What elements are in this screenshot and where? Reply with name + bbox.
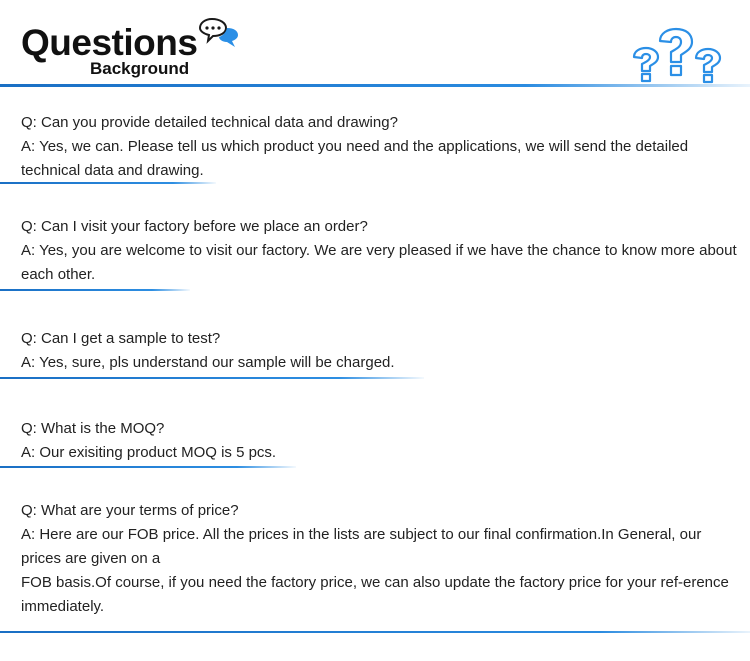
- faq-answer: A: Yes, you are welcome to visit our factory. We are very pleased if we have the chance to know more about each other.: [21, 242, 737, 283]
- speech-bubbles-icon: [198, 16, 240, 50]
- header-divider: [0, 84, 750, 87]
- footer-divider: [0, 631, 750, 633]
- question-marks-icon: [630, 27, 726, 89]
- faq-item-5: [21, 499, 741, 619]
- faq-item-3: [21, 327, 741, 375]
- faq-item-2: [21, 215, 741, 287]
- faq-divider: [0, 466, 296, 468]
- faq-item-1: [21, 111, 741, 183]
- header: [0, 0, 750, 92]
- faq-question: Q: What is the MOQ?: [21, 420, 165, 437]
- faq-answer: A: Yes, we can. Please tell us which product you need and the applications, we will send the detailed technical data and drawing.: [21, 138, 689, 179]
- faq-question: Q: Can you provide detailed technical data and drawing?: [21, 114, 398, 131]
- faq-question: Q: Can I visit your factory before we place an order?: [21, 218, 368, 235]
- faq-question: Q: Can I get a sample to test?: [21, 330, 221, 347]
- faq-divider: [0, 377, 424, 379]
- faq-divider: [0, 182, 216, 184]
- faq-answer-continued: FOB basis.Of course, if you need the factory price, we can also update the factory price for your ref-erence immediately.: [21, 574, 729, 615]
- faq-item-4: [21, 417, 741, 465]
- faq-divider: [0, 289, 190, 291]
- page-subtitle: Background: [90, 59, 190, 78]
- page-title: Questions: [21, 22, 198, 63]
- faq-answer: A: Yes, sure, pls understand our sample will be charged.: [21, 354, 395, 371]
- faq-question: Q: What are your terms of price?: [21, 502, 239, 519]
- faq-answer: A: Here are our FOB price. All the prices in the lists are subject to our final confirmation.In General, our prices are given on a: [21, 526, 702, 567]
- faq-answer: A: Our exisiting product MOQ is 5 pcs.: [21, 444, 277, 461]
